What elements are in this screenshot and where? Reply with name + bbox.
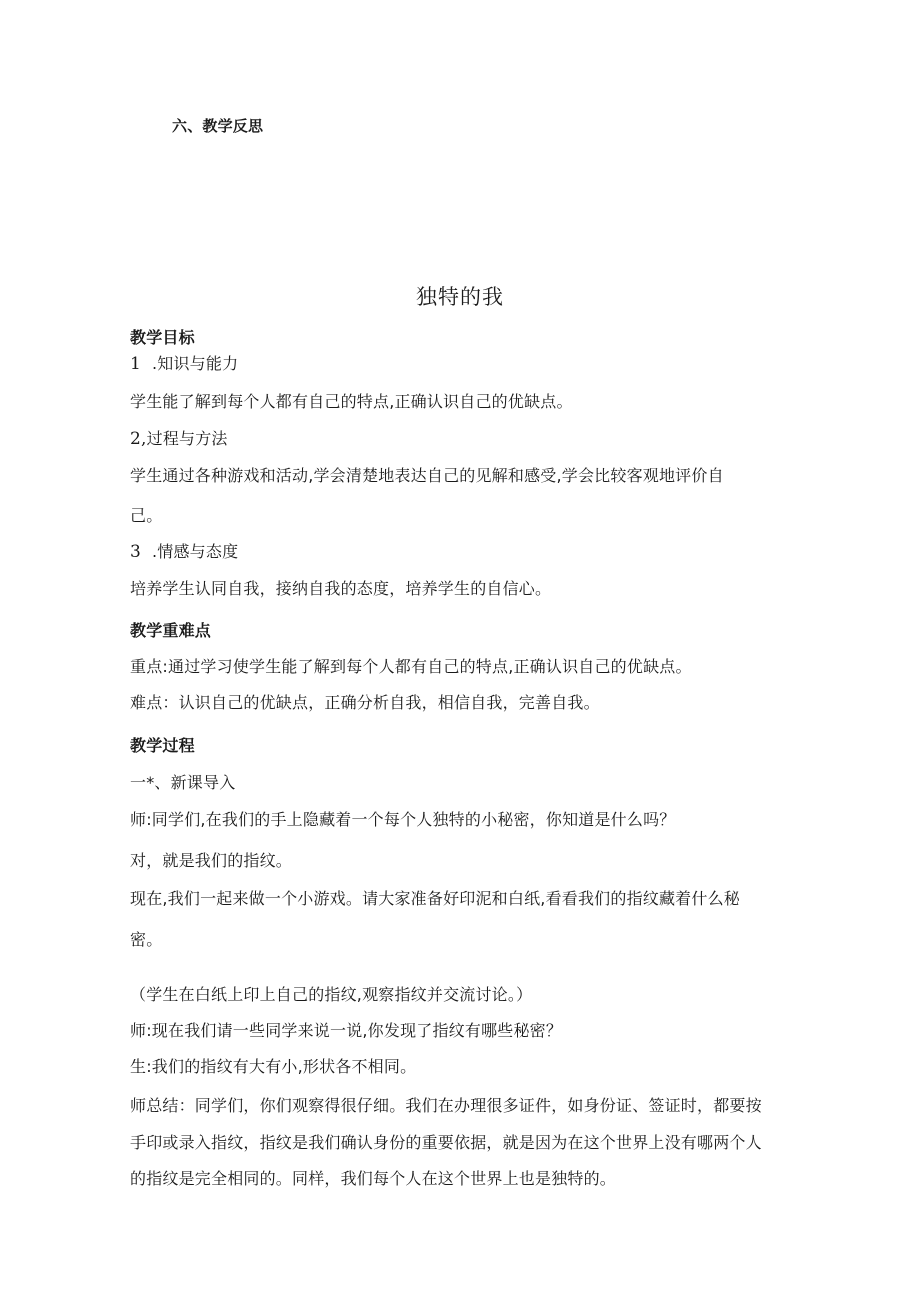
intro-heading: 一*、新课导入 [130,773,236,792]
objective-1-text: 学生能了解到每个人都有自己的特点,正确认识自己的优缺点。 [130,392,573,411]
paragraph-7-line3: 的指纹是完全相同的。同样，我们每个人在这个世界上也是独特的。 [130,1169,617,1188]
objective-1-number: 1 [130,354,142,374]
objectives-heading: 教学目标 [130,328,195,347]
process-heading: 教学过程 [130,736,195,755]
paragraph-7-line2: 手印或录入指纹，指纹是我们确认身份的重要依据，就是因为在这个世界上没有哪两个人 [130,1133,762,1152]
objective-3-text: 培养学生认同自我，接纳自我的态度，培养学生的自信心。 [130,579,552,598]
paragraph-3-line2: 密。 [130,930,163,949]
paragraph-5: 师:现在我们请一些同学来说一说,你发现了指纹有哪些秘密？ [130,1021,563,1040]
paragraph-7-line1: 师总结：同学们，你们观察得很仔细。我们在办理很多证件，如身份证、签证时，都要按 [130,1096,762,1115]
objective-3-label: .情感与态度 [152,542,239,561]
objective-1-label: .知识与能力 [152,354,239,373]
objective-2-text-line1: 学生通过各种游戏和活动,学会清楚地表达自己的见解和感受,学会比较客观地评价自 [130,466,724,485]
paragraph-3-line1: 现在,我们一起来做一个小游戏。请大家准备好印泥和白纸,看看我们的指纹藏着什么秘 [130,889,740,908]
objective-3-heading [130,542,810,562]
objective-1-heading [130,354,810,374]
paragraph-4: （学生在白纸上印上自己的指纹,观察指纹并交流讨论。） [130,985,533,1004]
difficult-point-text: 难点：认识自己的优缺点，正确分析自我，相信自我，完善自我。 [130,693,600,712]
objective-3-number: 3 [130,542,142,562]
objective-2-label: 过程与方法 [146,429,228,448]
paragraph-6: 生:我们的指纹有大有小,形状各不相同。 [130,1057,417,1076]
paragraph-1: 师:同学们,在我们的手上隐藏着一个每个人独特的小秘密，你知道是什么吗？ [130,810,676,829]
objective-2-heading [130,429,810,449]
page-title: 独特的我 [416,285,504,309]
objective-2-number: 2, [130,429,147,449]
key-point-text: 重点:通过学习使学生能了解到每个人都有自己的特点,正确认识自己的优缺点。 [130,657,692,676]
objective-2-text-line2: 己。 [130,506,163,525]
paragraph-2: 对，就是我们的指纹。 [130,851,293,870]
reflection-heading: 六、教学反思 [172,117,264,135]
key-points-heading: 教学重难点 [130,621,212,640]
